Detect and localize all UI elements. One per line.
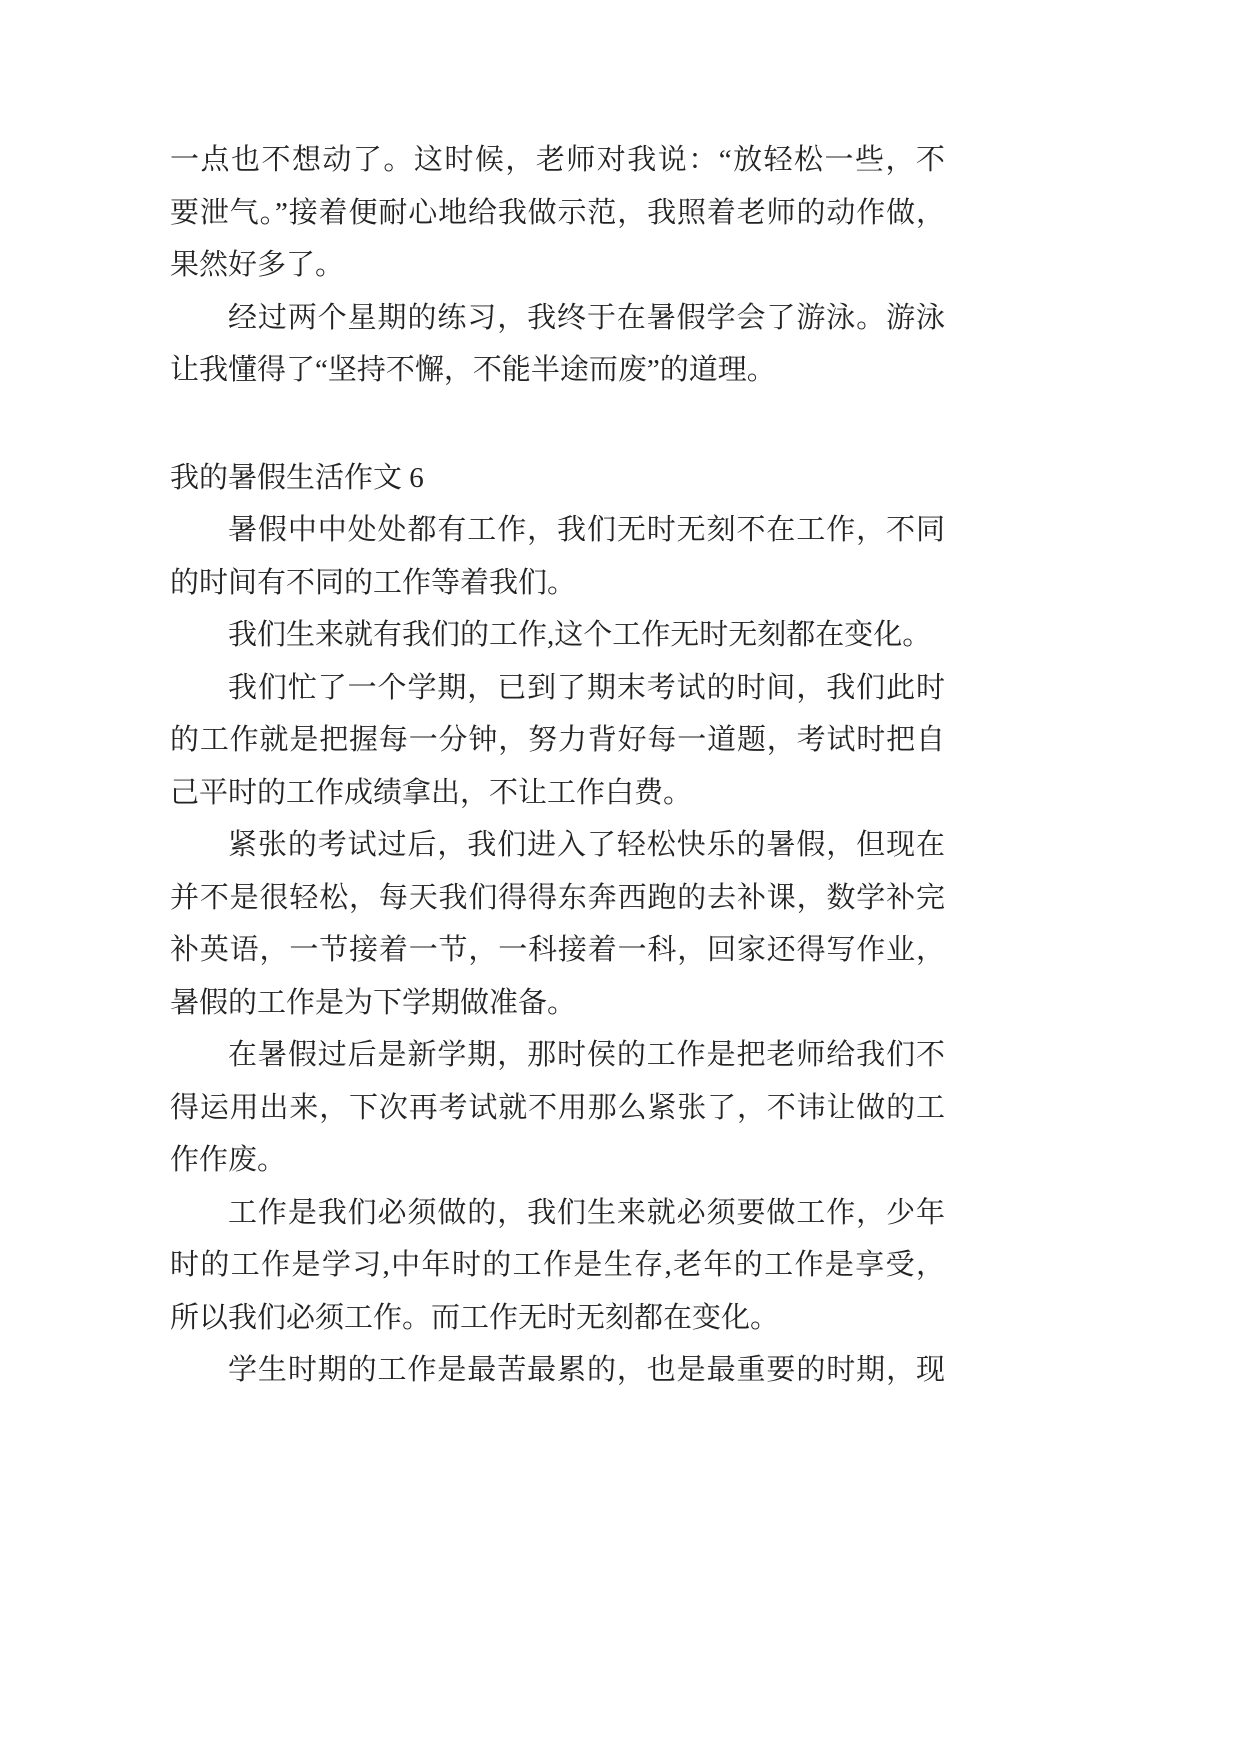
text-line: 暑假中中处处都有工作，我们无时无刻不在工作，不同 [228, 514, 945, 546]
paragraph [170, 134, 945, 292]
text-line: 我们忙了一个学期，已到了期末考试的时间，我们此时 [228, 671, 945, 704]
text-line: 得运用出来，下次再考试就不用那么紧张了，不讳让做的工 [170, 1091, 945, 1124]
text-line: 果然好多了。 [170, 249, 345, 281]
text-line: 在暑假过后是新学期，那时侯的工作是把老师给我们不 [228, 1039, 945, 1071]
text-line: 学生时期的工作是最苦最累的，也是最重要的时期，现 [228, 1354, 945, 1386]
paragraph [170, 1344, 945, 1397]
text-line: 的时间有不同的工作等着我们。 [170, 566, 577, 599]
paragraph [170, 1187, 945, 1345]
paragraph [170, 292, 945, 397]
text-line: 所以我们必须工作。而工作无时无刻都在变化。 [170, 1301, 780, 1334]
section-spacer [170, 397, 945, 452]
text-line: 作作废。 [170, 1144, 287, 1176]
paragraph [170, 662, 945, 820]
text-line: 一点也不想动了。这时候，老师对我说：“放轻松一些，不 [170, 144, 945, 176]
text-line: 时的工作是学习,中年时的工作是生存,老年的工作是享受， [170, 1249, 945, 1281]
paragraph [170, 504, 945, 609]
text-line: 补英语，一节接着一节，一科接着一科，回家还得写作业， [170, 934, 945, 966]
paragraph [170, 609, 945, 662]
text-line: 让我懂得了“坚持不懈，不能半途而废”的道理。 [170, 354, 776, 386]
paragraph [170, 1029, 945, 1187]
paragraph [170, 819, 945, 1029]
text-line: 暑假的工作是为下学期做准备。 [170, 986, 577, 1019]
text-line: 要泄气。”接着便耐心地给我做示范，我照着老师的动作做， [170, 196, 945, 229]
text-line: 的工作就是把握每一分钟，努力背好每一道题，考试时把自 [170, 724, 945, 756]
text-line: 己平时的工作成绩拿出，不让工作白费。 [170, 776, 693, 809]
text-line: 紧张的考试过后，我们进入了轻松快乐的暑假，但现在 [228, 829, 945, 861]
text-line: 经过两个星期的练习，我终于在暑假学会了游泳。游泳 [228, 301, 945, 334]
essay-heading: 我的暑假生活作文 6 [170, 461, 424, 494]
text-line: 并不是很轻松，每天我们得得东奔西跑的去补课，数学补完 [170, 881, 945, 914]
text-line: 工作是我们必须做的，我们生来就必须要做工作，少年 [228, 1196, 945, 1229]
text-line: 我们生来就有我们的工作,这个工作无时无刻都在变化。 [228, 619, 932, 651]
document-body [170, 134, 945, 1397]
